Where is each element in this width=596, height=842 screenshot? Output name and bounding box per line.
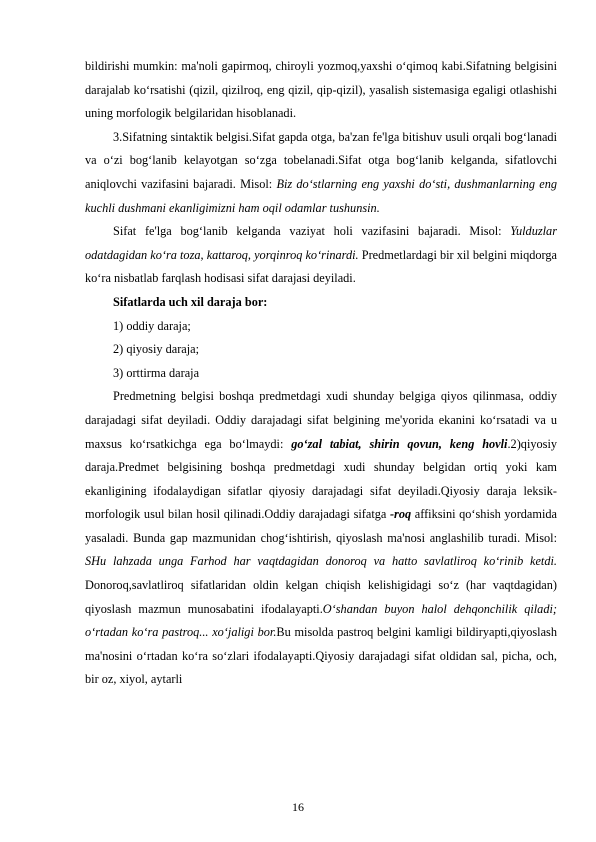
paragraph (85, 315, 557, 339)
paragraph (85, 338, 557, 362)
paragraph (85, 55, 557, 126)
paragraph (85, 220, 557, 291)
text-run: affiksini qo‘shish yordamida yasaladi. Bunda gap mazmunidan chog‘ishtirish, qiyoslash ma'nosi anglashilib turadi. Misol: (85, 507, 557, 545)
paragraph (85, 362, 557, 386)
body-text (85, 55, 557, 692)
text-run: go‘zal tabiat, shirin qovun, keng hovli (291, 436, 508, 451)
paragraph (85, 126, 557, 220)
text-run: Sifat fe'lga bog‘lanib kelganda vaziyat holi vazifasini bajaradi. Misol: (113, 224, 511, 239)
text-run: Yulduzlar odatdagidan ko‘ra toza, kattaroq, yorqinroq ko‘rinardi. (85, 224, 557, 262)
text-run: Bu misolda pastroq belgini kamligi bildiryapti,qiyoslash ma'nosini o‘rtadan ko‘ra so‘zlari ifodalayapti.Qiyosiy darajadagi sifat oldidan sal, picha, och, bir oz, xiyol, aytarli (85, 625, 557, 687)
text-run: Biz do‘stlarning eng yaxshi do‘sti, dushmanlarning eng kuchli dushmani ekanligimizni ham oqil odamlar tushunsin. (85, 176, 558, 215)
text-run: Predmetlardagi bir xil belgini miqdorga ko‘ra nisbatlab farqlash hodisasi sifat darajasi deyiladi. (85, 247, 557, 286)
text-run: 3) orttirma daraja (113, 365, 200, 380)
text-run: Donoroq,savlatliroq sifatlaridan oldin kelgan chiqish kelishigidagi so‘z (har vaqtdagidan) qiyoslash mazmun munosabatini ifodalayapti. (85, 578, 557, 616)
paragraph (85, 385, 557, 692)
text-run: Predmetning belgisi boshqa predmetdagi xudi shunday belgiga qiyos qilinmasa, oddiy darajadagi sifat deyiladi. Oddiy darajadagi sifat belgining me'yorida ekanini ko‘rsatadi va u maxsus ko‘rsatkichga ega bo‘lmaydi: (85, 389, 557, 451)
text-run: .2)qiyosiy daraja.Predmet belgisining boshqa predmetdagi xudi shunday belgidan ortiq yoki kam ekanligining ifodalaydigan sifatlar qiyosiy darajadagi sifat deyiladi.Qiyosiy daraja leksik-morfologik usul bilan hosil qilinadi.Oddiy darajadagi sifatga (85, 436, 558, 522)
text-run: SHu lahzada unga Farhod har vaqtdagidan donoroq va hatto savlatliroq ko‘rinib ketdi. (85, 554, 557, 569)
text-run: Sifatlarda uch xil daraja bor: (113, 294, 268, 309)
text-run: O‘shandan buyon halol dehqonchilik qiladi; o‘rtadan ko‘ra pastroq... xo‘jaligi bor. (85, 601, 557, 640)
paragraph (85, 291, 557, 315)
text-run: bildirishi mumkin: ma'noli gapirmoq, chiroyli yozmoq,yaxshi o‘qimoq kabi.Sifatning belgisini darajalab ko‘rsatishi (qizil, qizilroq, eng qizil, qip-qizil), yasalish sistemasiga egaligi otlashishi uning morfologik belgilaridan hisoblanadi. (85, 59, 557, 121)
page-number: 16 (292, 800, 304, 814)
text-run: 2) qiyosiy daraja; (113, 342, 200, 357)
text-run: 1) oddiy daraja; (113, 318, 191, 333)
text-run: 3.Sifatning sintaktik belgisi.Sifat gapda otga, ba'zan fe'lga bitishuv usuli orqali bog‘lanadi va o‘zi bog‘lanib kelayotgan so‘zga tobelanadi.Sifat otga bog‘lanib kelganda, sifatlovchi aniqlovchi vazifasini bajaradi. Misol: (85, 129, 557, 191)
text-run: -roq (389, 507, 412, 522)
